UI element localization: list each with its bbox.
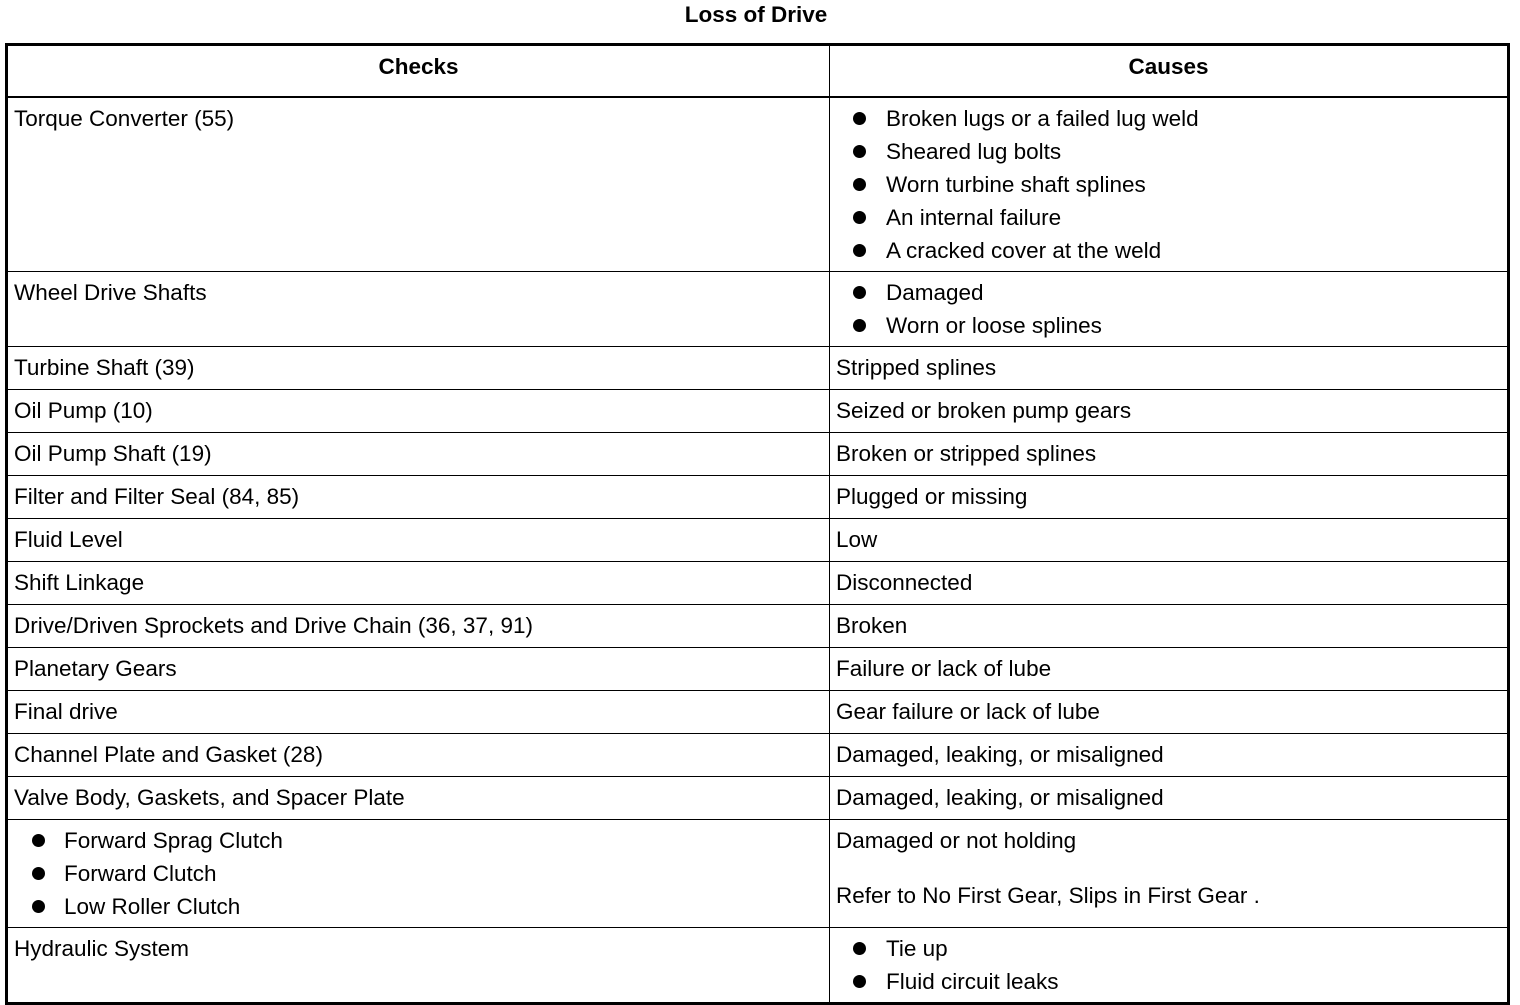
table-row [7,648,1509,691]
table-row [7,820,1509,928]
check-cell: Drive/Driven Sprockets and Drive Chain (36, 37, 91) [7,605,830,648]
table-row [7,97,1509,272]
cause-cell: Stripped splines [830,347,1509,390]
cause-cell: Broken [830,605,1509,648]
check-cell: Valve Body, Gaskets, and Spacer Plate [7,777,830,820]
cause-cell [830,272,1509,347]
cause-list [836,932,1501,998]
list-item: Worn or loose splines [836,309,1501,342]
table-row [7,562,1509,605]
list-item: Tie up [836,932,1501,965]
list-item: Fluid circuit leaks [836,965,1501,998]
table-header-row [7,45,1509,98]
bullet-icon [853,145,866,158]
cause-list [836,276,1501,342]
bullet-icon [853,211,866,224]
table-row [7,347,1509,390]
check-cell: Final drive [7,691,830,734]
cause-cell [830,820,1509,928]
check-cell: Planetary Gears [7,648,830,691]
cause-cell: Damaged, leaking, or misaligned [830,777,1509,820]
check-cell [7,820,830,928]
cause-cell [830,928,1509,1004]
list-item: Forward Sprag Clutch [14,824,823,857]
bullet-icon [32,867,45,880]
cause-cell: Broken or stripped splines [830,433,1509,476]
cause-cell: Plugged or missing [830,476,1509,519]
list-item: Forward Clutch [14,857,823,890]
check-cell: Wheel Drive Shafts [7,272,830,347]
check-cell: Torque Converter (55) [7,97,830,272]
bullet-icon [853,244,866,257]
bullet-icon [853,975,866,988]
bullet-icon [853,112,866,125]
check-cell: Channel Plate and Gasket (28) [7,734,830,777]
bullet-icon [853,942,866,955]
causes-header: Causes [830,45,1509,98]
cause-cell [830,97,1509,272]
check-cell: Shift Linkage [7,562,830,605]
table-row [7,928,1509,1004]
cause-text: Damaged or not holding [836,828,1077,853]
bullet-icon [32,900,45,913]
bullet-icon [32,834,45,847]
list-item: Worn turbine shaft splines [836,168,1501,201]
table-row [7,777,1509,820]
cause-cell: Low [830,519,1509,562]
list-item: Damaged [836,276,1501,309]
reference-note: Refer to No First Gear, Slips in First Gear . [836,883,1260,908]
check-list [14,824,823,923]
list-item: Sheared lug bolts [836,135,1501,168]
diagnosis-table [5,43,1510,1005]
check-cell: Filter and Filter Seal (84, 85) [7,476,830,519]
page-title: Loss of Drive [684,2,828,27]
bullet-icon [853,286,866,299]
cause-cell: Seized or broken pump gears [830,390,1509,433]
cause-cell: Failure or lack of lube [830,648,1509,691]
table-row [7,691,1509,734]
check-cell: Hydraulic System [7,928,830,1004]
cause-cell: Damaged, leaking, or misaligned [830,734,1509,777]
list-item: Low Roller Clutch [14,890,823,923]
table-row [7,605,1509,648]
list-item: A cracked cover at the weld [836,234,1501,267]
cause-cell: Gear failure or lack of lube [830,691,1509,734]
check-cell: Oil Pump (10) [7,390,830,433]
cause-list [836,102,1501,267]
table-row [7,433,1509,476]
check-cell: Fluid Level [7,519,830,562]
check-cell: Turbine Shaft (39) [7,347,830,390]
bullet-icon [853,319,866,332]
check-cell: Oil Pump Shaft (19) [7,433,830,476]
bullet-icon [853,178,866,191]
table-row [7,519,1509,562]
list-item: Broken lugs or a failed lug weld [836,102,1501,135]
table-row [7,734,1509,777]
table-row [7,272,1509,347]
cause-cell: Disconnected [830,562,1509,605]
table-row [7,476,1509,519]
table-row [7,390,1509,433]
checks-header: Checks [7,45,830,98]
list-item: An internal failure [836,201,1501,234]
